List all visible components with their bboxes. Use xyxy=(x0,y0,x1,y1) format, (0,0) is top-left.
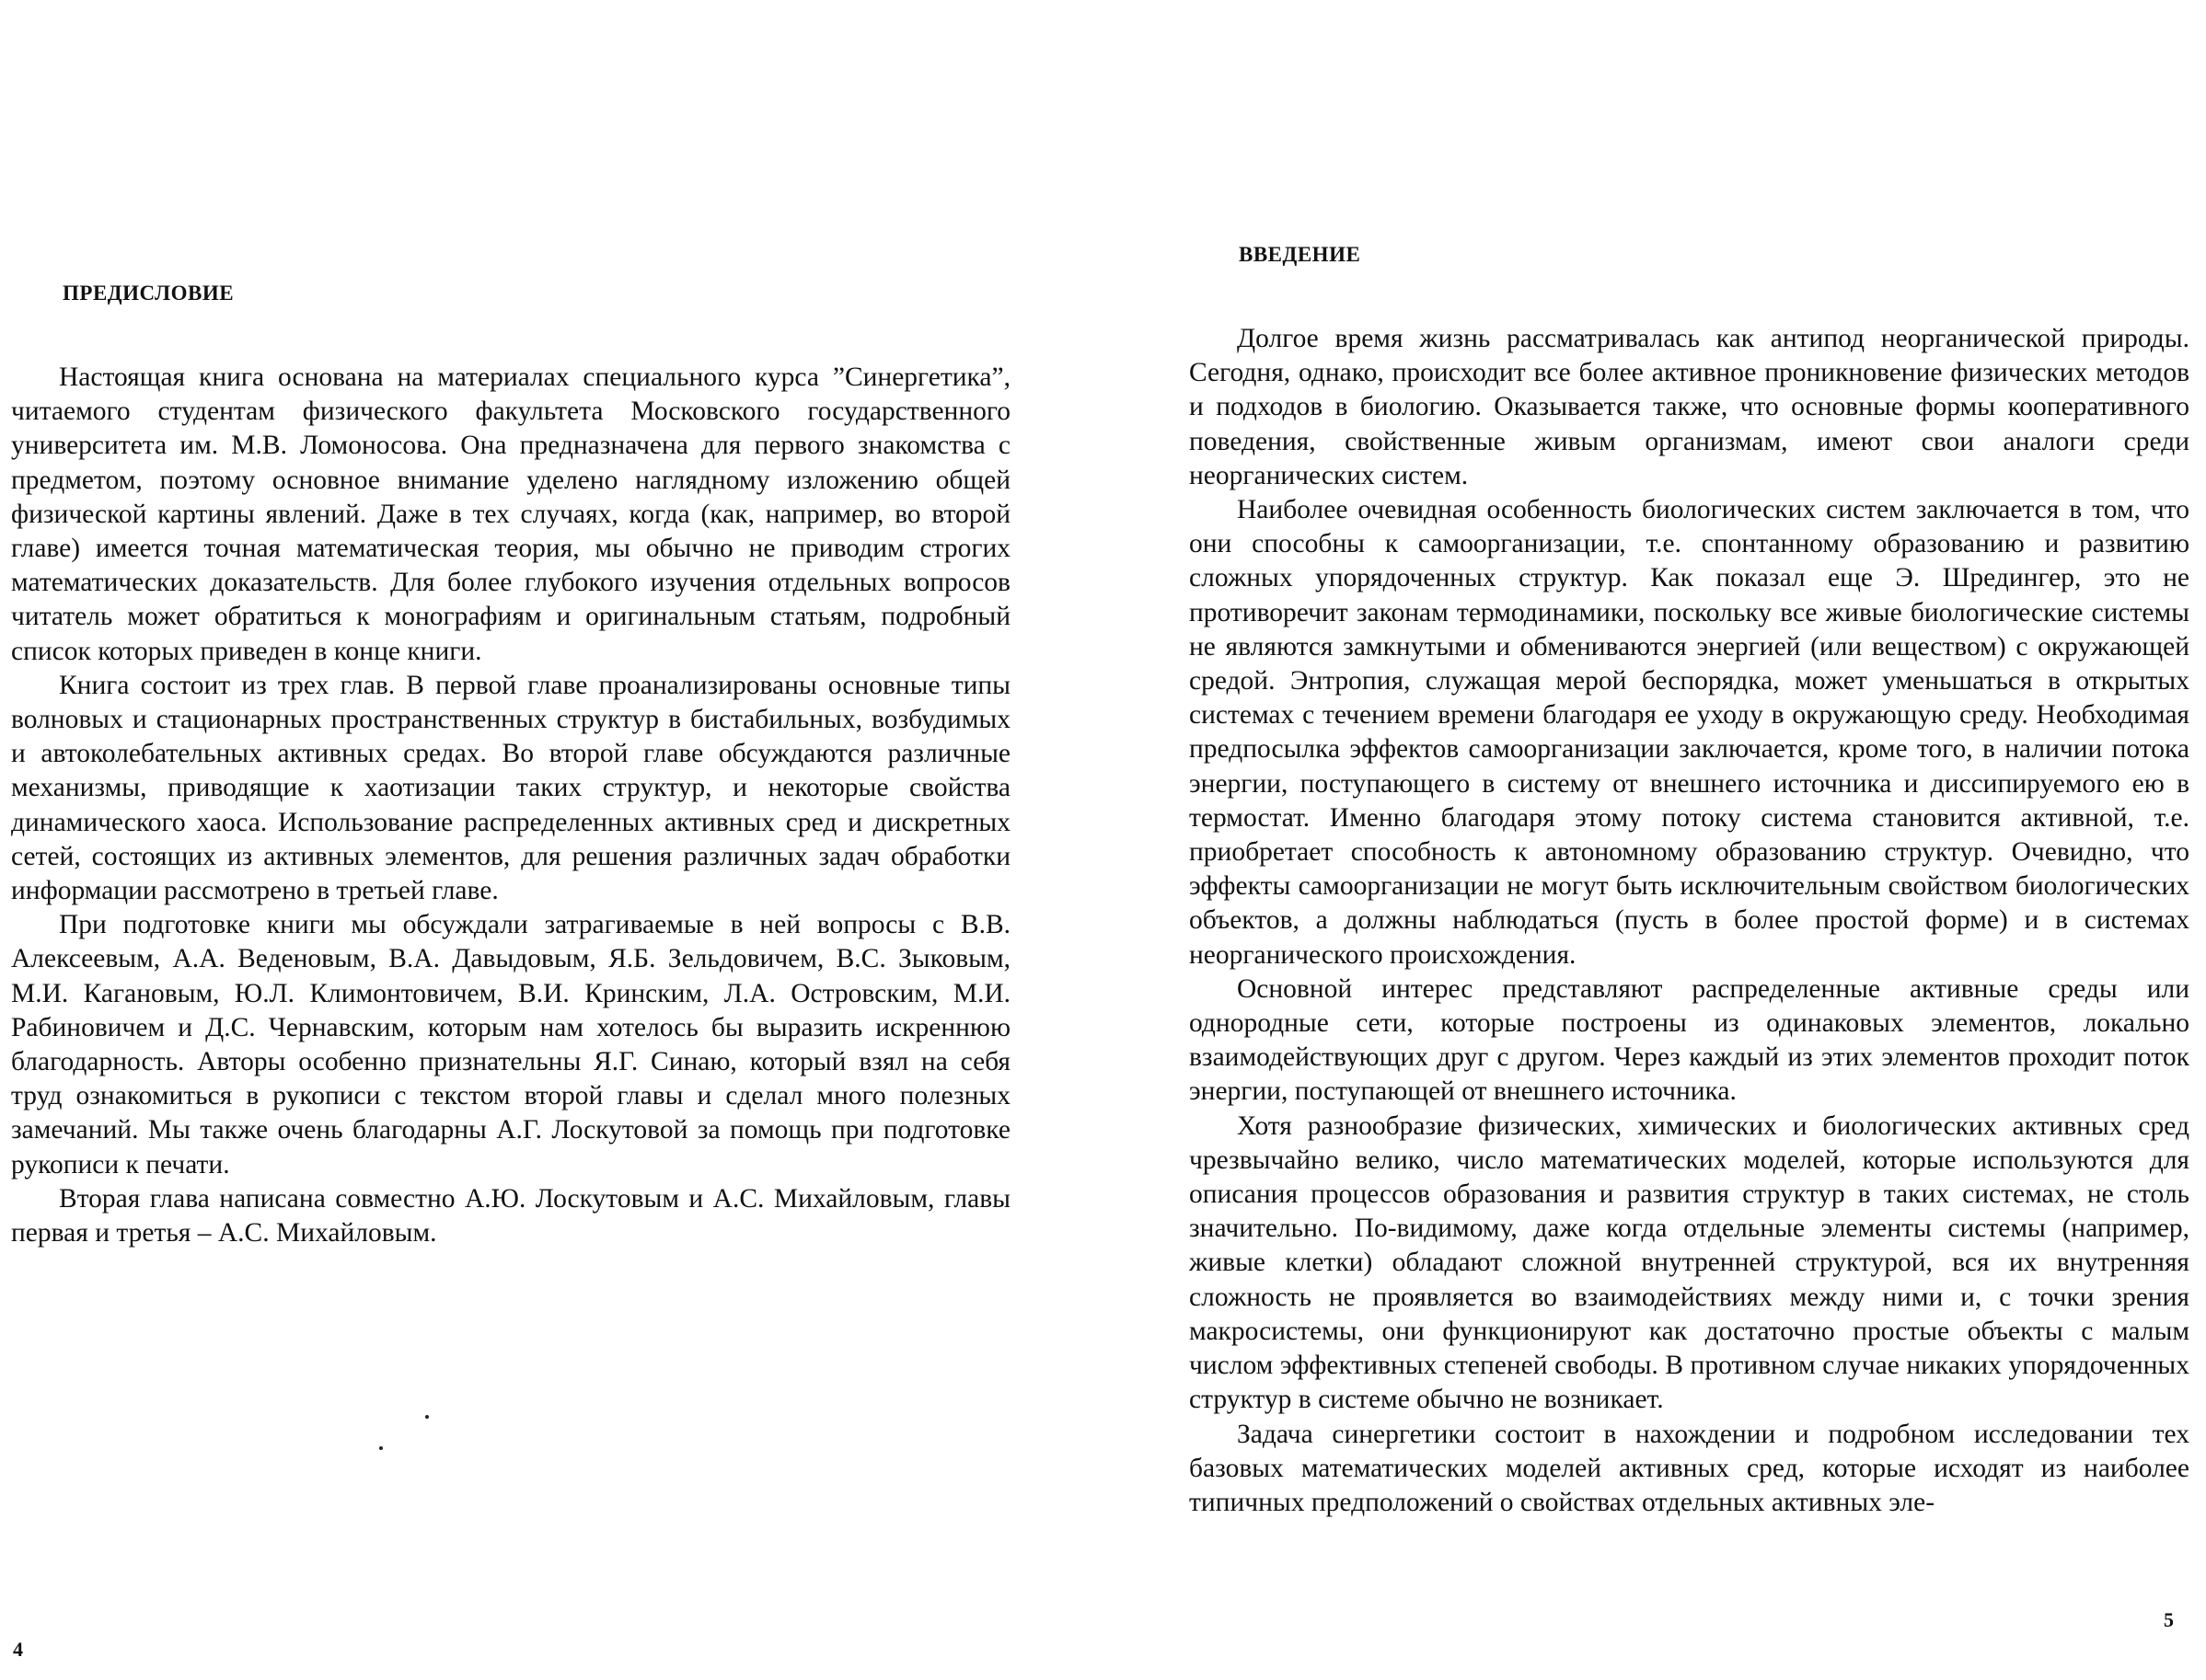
preface-body xyxy=(11,361,1011,1250)
introduction-paragraph-5: Задача синергетики состоит в нахождении и подробном исследовании тех базовых математических моделей активных сред, которые исходят из наиболее типичных предположений о свойствах отдельных активных эле- xyxy=(1189,1419,2189,1517)
page-number-right: 5 xyxy=(2164,1608,2174,1631)
preface-paragraph-4: Вторая глава написана совместно А.Ю. Лоскутовым и А.С. Михайловым, главы первая и третья – А.С. Михайловым. xyxy=(11,1183,1011,1248)
preface-heading: ПРЕДИСЛОВИЕ xyxy=(63,282,235,305)
introduction-paragraph-3: Основной интерес представляют распределенные активные среды или однородные сети, которые построены из одинаковых элементов, локально взаимодействующих друг с другом. Через каждый из этих элементов проходит поток энергии, поступающей от внешнего источника. xyxy=(1189,973,2189,1107)
scan-speck xyxy=(379,1446,383,1450)
introduction-paragraph-2: Наиболее очевидная особенность биологических систем заключается в том, что они способны к самоорганизации, т.е. спонтанному образованию и развитию сложных упорядоченных структур. Как показал еще Э. Шредингер, это не противоречит законам термодинамики, поскольку все живые биологические системы не являются замкнутыми и обмениваются энергией (или веществом) с окружающей средой. Энтропия, служащая мерой беспорядка, может уменьшаться в открытых системах с течением времени благодаря ее уходу в окружающую среду. Необходимая предпосылка эффектов самоорганизации заключается, кроме того, в наличии потока энергии, поступающего в систему от внешнего источника и диссипируемого ею в термостат. Именно благодаря этому потоку система становится активной, т.е. приобретает способность к автономному образованию структур. Очевидно, что эффекты самоорганизации не могут быть исключительным свойством биологических объектов, а должны наблюдаться (пусть в более простой форме) и в системах неорганического происхождения. xyxy=(1189,495,2189,970)
introduction-heading: ВВЕДЕНИЕ xyxy=(1239,243,1361,266)
preface-paragraph-3: При подготовке книги мы обсуждали затрагиваемые в ней вопросы с В.В. Алексеевым, А.А. Веденовым, В.А. Давыдовым, Я.Б. Зельдовичем, В.С. Зыковым, М.И. Кагановым, Ю.Л. Климонтовичем, В.И. Кринским, Л.А. Островским, М.И. Рабиновичем и Д.С. Чернавским, которым нам хотелось бы выразить искреннюю благодарность. Авторы особенно признательны Я.Г. Синаю, который взял на себя труд ознакомиться в рукописи с текстом второй главы и сделал много полезных замечаний. Мы также очень благодарны А.Г. Лоскутовой за помощь при подготовке рукописи к печати. xyxy=(11,910,1011,1179)
right-page xyxy=(1103,0,2206,1680)
preface-paragraph-2: Книга состоит из трех глав. В первой главе проанализированы основные типы волновых и стационарных пространственных структур в бистабильных, возбудимых и автоколебательных активных средах. Во второй главе обсуждаются различные механизмы, приводящие к хаотизации таких структур, и некоторые свойства динамического хаоса. Использование распределенных активных сред и дискретных сетей, состоящих из активных элементов, для решения различных задач обработки информации рассмотрено в третьей главе. xyxy=(11,670,1011,906)
scan-speck xyxy=(425,1415,429,1419)
introduction-paragraph-1: Долгое время жизнь рассматривалась как антипод неорганической природы. Сегодня, однако, происходит все более активное проникновение физических методов и подходов в биологию. Оказывается также, что основные формы кооперативного поведения, свойственные живым организмам, имеют свои аналоги среди неорганических систем. xyxy=(1189,324,2189,490)
preface-paragraph-1: Настоящая книга основана на материалах специального курса ”Синергетика”, читаемого студентам физического факультета Московского государственного университета им. М.В. Ломоносова. Она предназначена для первого знакомства с предметом, поэтому основное внимание уделено наглядному изложению общей физической картины явлений. Даже в тех случаях, когда (как, например, во второй главе) имеется точная математическая теория, мы обычно не приводим строгих математических доказательств. Для более глубокого изучения отдельных вопросов читатель может обратиться к монографиям и оригинальным статьям, подробный список которых приведен в конце книги. xyxy=(11,362,1011,666)
page-number-left: 4 xyxy=(13,1638,23,1661)
introduction-body xyxy=(1189,322,2189,1520)
introduction-paragraph-4: Хотя разнообразие физических, химических и биологических активных сред чрезвычайно велико, число математических моделей, которые используются для описания процессов образования и развития структур в таких системах, не столь значительно. По-видимому, даже когда отдельные элементы системы (например, живые клетки) обладают сложной внутренней структурой, вся их внутренняя сложность не проявляется во взаимодействиях между ними и, с точки зрения макросистемы, они функционируют как достаточно простые объекты с малым числом эффективных степеней свободы. В противном случае никаких упорядоченных структур в системе обычно не возникает. xyxy=(1189,1110,2189,1415)
